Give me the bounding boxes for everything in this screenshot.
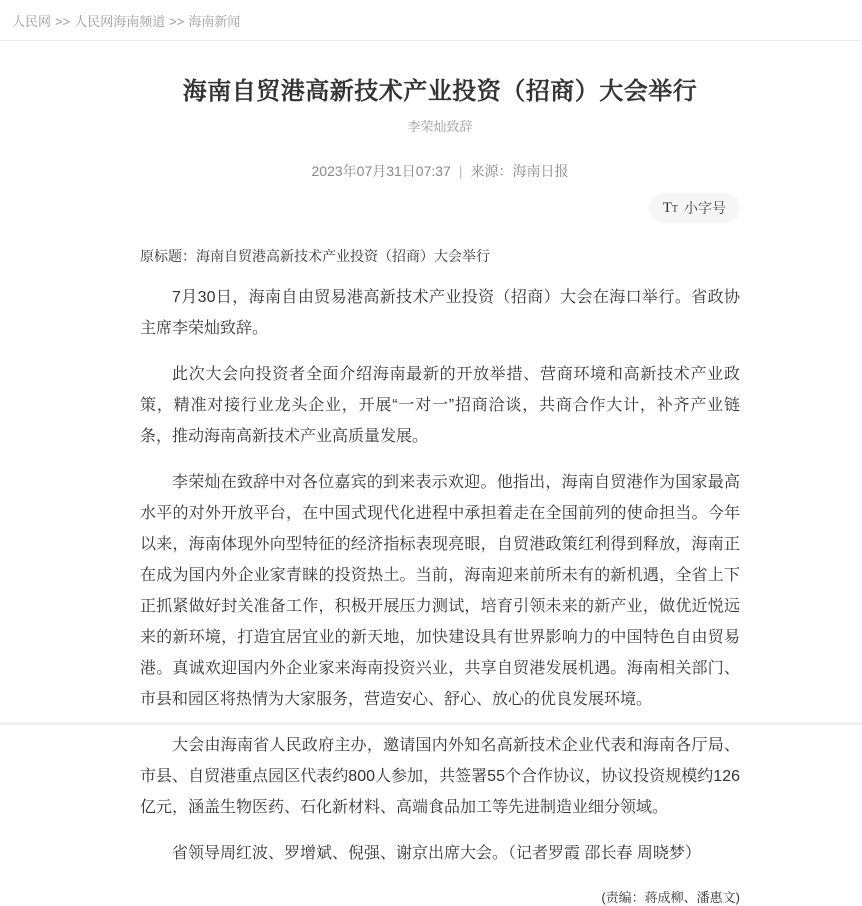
- breadcrumb-link-hainan-news[interactable]: 海南新闻: [188, 14, 241, 29]
- article-body: [140, 282, 740, 869]
- article-paragraph: 7月30日，海南自由贸易港高新技术产业投资（招商）大会在海口举行。省政协主席李荣灿致辞。: [140, 289, 740, 337]
- breadcrumb-separator: >>: [55, 14, 71, 29]
- article-paragraph: 此次大会向投资者全面介绍海南最新的开放举措、营商环境和高新技术产业政策，精准对接行业龙头企业，开展“一对一”招商洽谈，共商合作大计，补齐产业链条，推动海南高新技术产业高质量发展。: [140, 366, 740, 445]
- article-subtitle: 李荣灿致辞: [407, 119, 473, 134]
- article-paragraph: 李荣灿在致辞中对各位嘉宾的到来表示欢迎。他指出，海南自贸港作为国家最高水平的对外开放平台，在中国式现代化进程中承担着走在全国前列的使命担当。今年以来，海南体现外向型特征的经济指标表现亮眼，自贸港政策红利得到释放，海南正在成为国内外企业家青睐的投资热土。当前，海南迎来前所未有的新机遇，全省上下正抓紧做好封关准备工作，积极开展压力测试，培育引领未来的新产业，做优近悦远来的新环境，打造宜居宜业的新天地，加快建设具有世界影响力的中国特色自由贸易港。真诚欢迎国内外企业家来海南投资兴业，共享自贸港发展机遇。海南相关部门、市县和园区将热情为大家服务，营造安心、舒心、放心的优良发展环境。: [140, 474, 740, 708]
- article-meta: [140, 161, 740, 181]
- text-size-icon: TT: [662, 199, 678, 216]
- breadcrumb-separator: >>: [169, 14, 185, 29]
- article-paragraph: 大会由海南省人民政府主办，邀请国内外知名高新技术企业代表和海南各厅局、市县、自贸港重点园区代表约800人参加，共签署55个合作协议，协议投资规模约126亿元，涵盖生物医药、石化新材料、高端食品加工等先进制造业细分领域。: [140, 737, 740, 816]
- font-size-button[interactable]: [649, 193, 740, 223]
- article-paragraph: 省领导周红波、罗增斌、倪强、谢京出席大会。（记者罗霞 邵长春 周晓梦）: [172, 845, 701, 862]
- editors-credit: (责编：蒋成柳、潘惠文): [601, 890, 740, 905]
- font-size-button-label: 小字号: [684, 200, 726, 216]
- original-title: 原标题：海南自贸港高新技术产业投资（招商）大会举行: [140, 248, 490, 264]
- breadcrumb-link-peoples-daily[interactable]: 人民网: [12, 14, 52, 29]
- breadcrumb: [0, 0, 862, 41]
- breadcrumb-link-hainan-channel[interactable]: 人民网海南频道: [74, 14, 166, 29]
- publish-date: 2023年07月31日07:37: [311, 163, 451, 179]
- page-title: 海南自贸港高新技术产业投资（招商）大会举行: [182, 78, 698, 105]
- source: 来源：海南日报: [470, 163, 569, 179]
- meta-divider: |: [458, 163, 463, 179]
- article-container: [140, 71, 740, 906]
- font-size-row: [140, 193, 740, 223]
- page-bottom-divider: [0, 722, 862, 725]
